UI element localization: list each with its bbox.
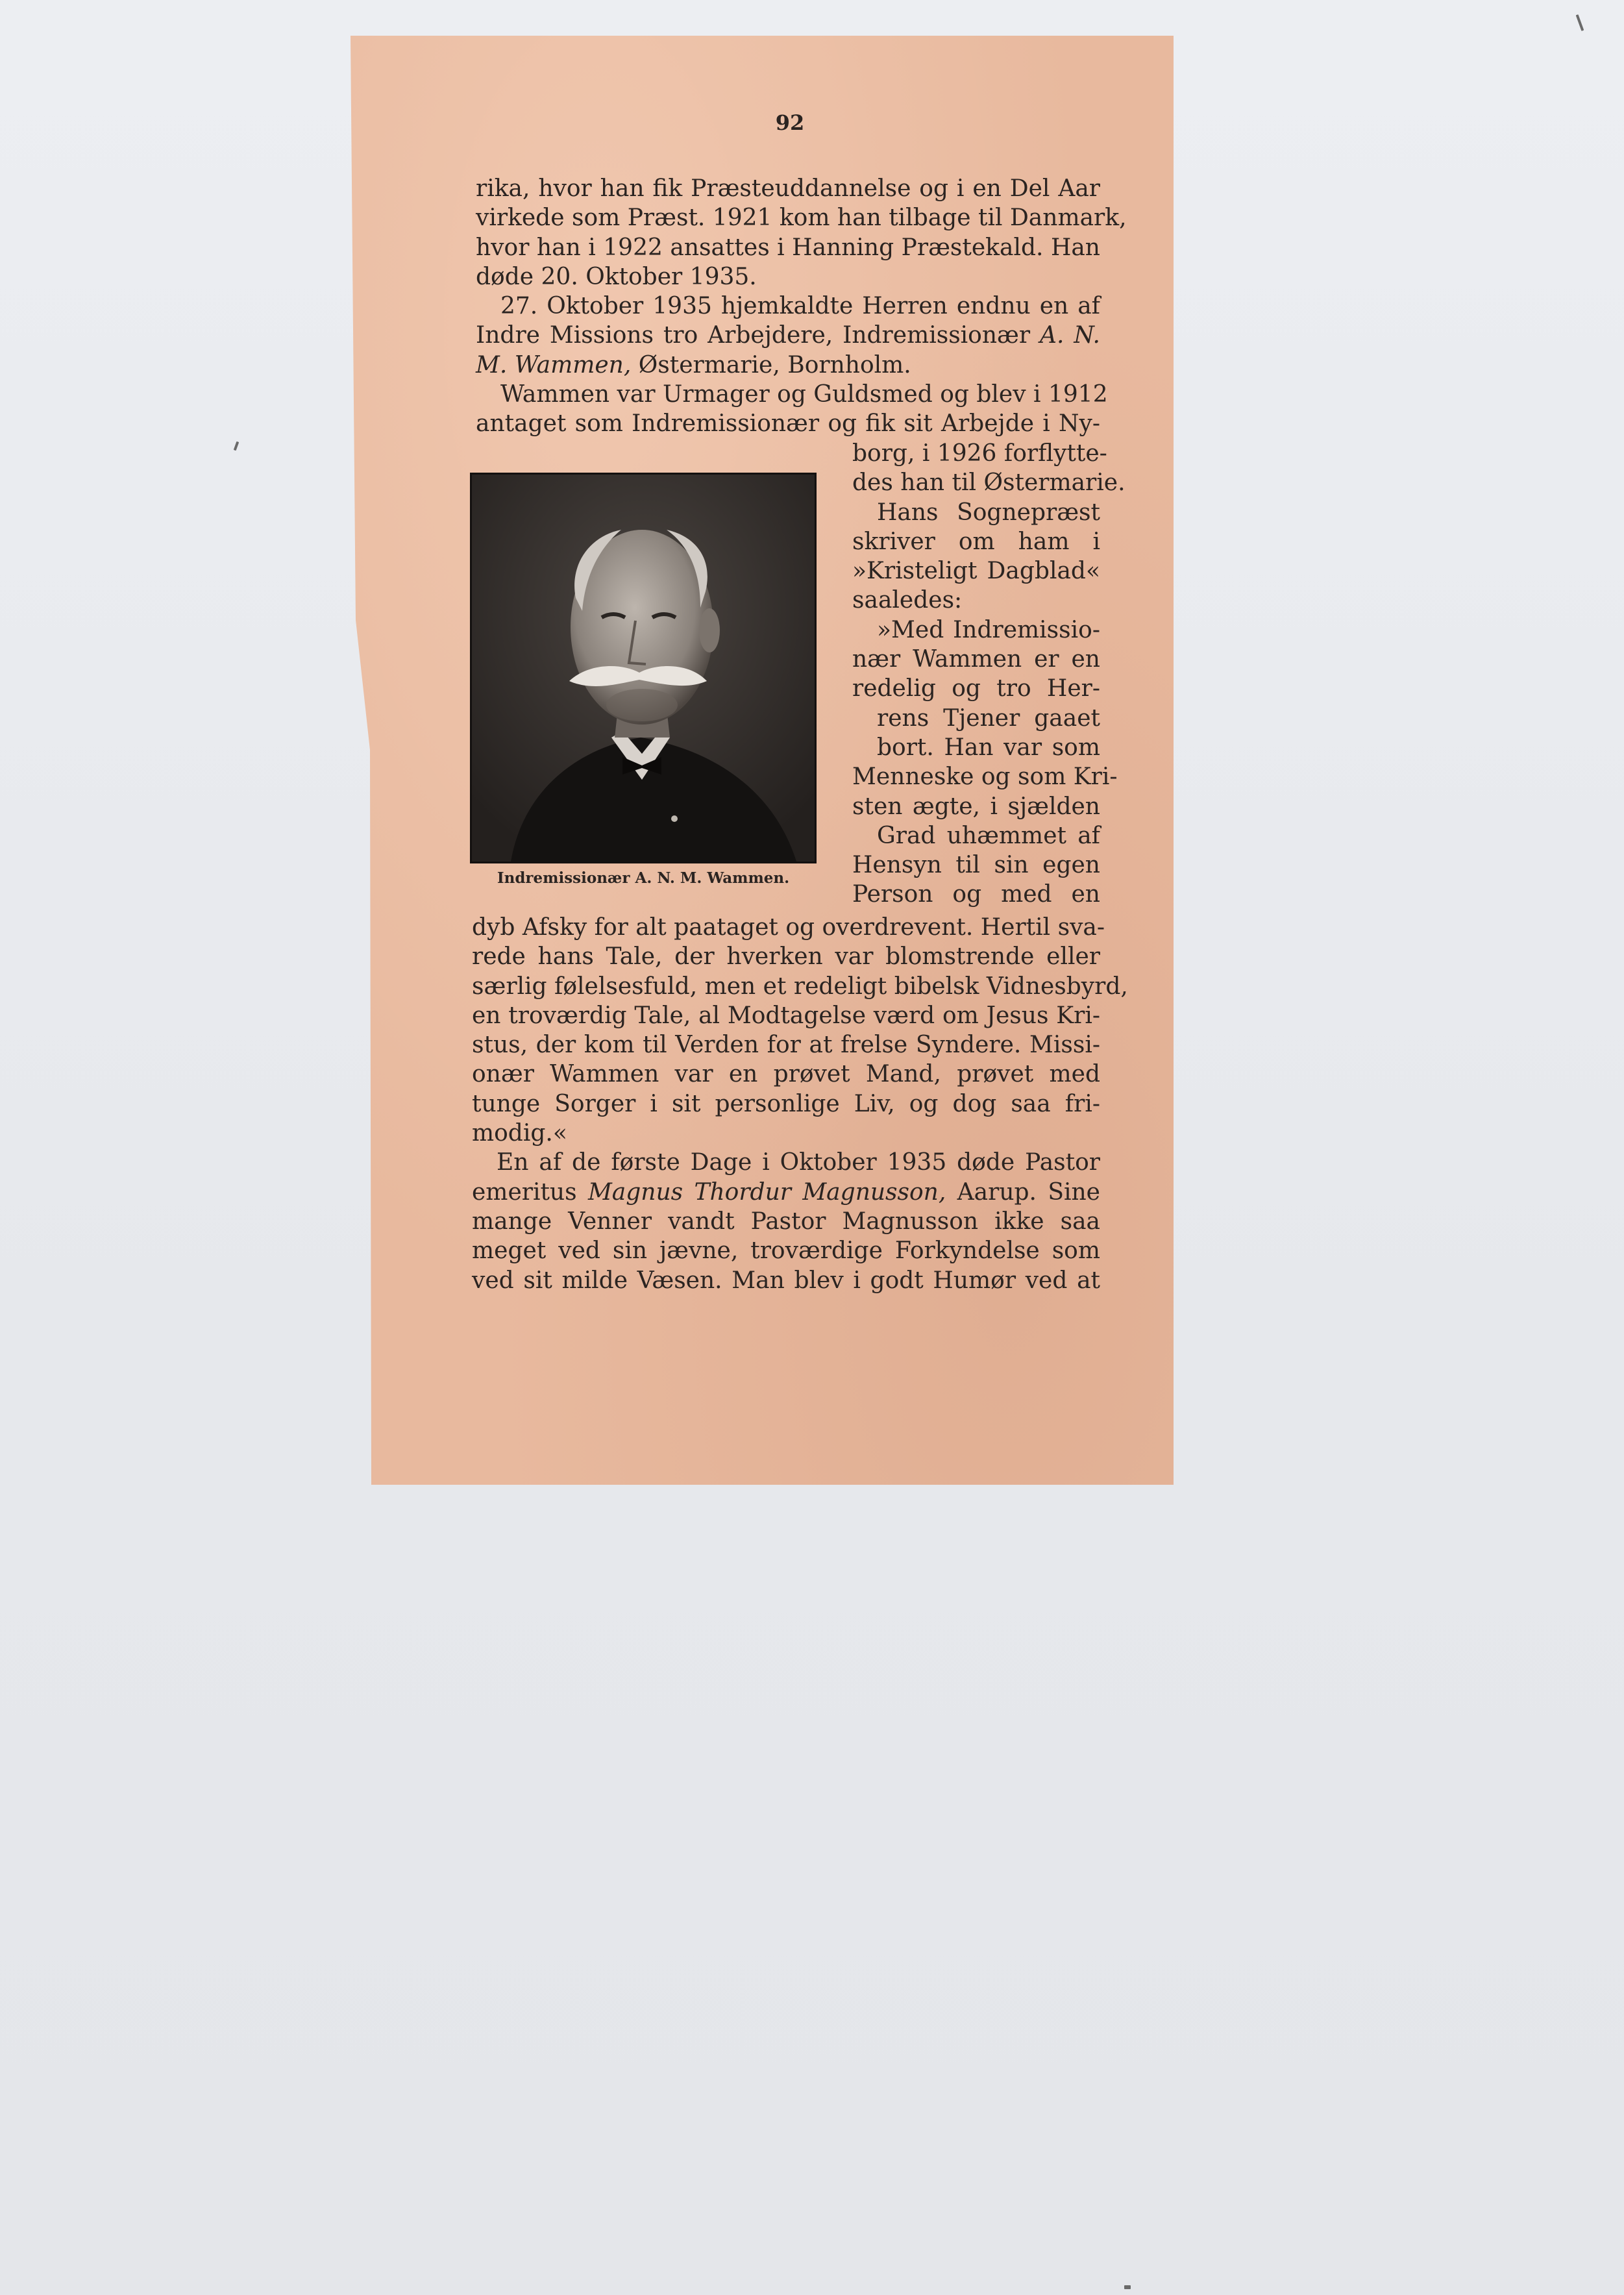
text-line: 27. Oktober 1935 hjemkaldte Herren endnu en af xyxy=(500,293,1100,320)
text-line: sten ægte, i sjælden xyxy=(852,793,1100,820)
side-text-column xyxy=(852,439,1126,910)
text-line: modig.« xyxy=(472,1120,567,1147)
text-line: borg, i 1926 forflytte- xyxy=(852,440,1107,467)
text-line: saaledes: xyxy=(852,587,963,614)
text-line: emeritus Magnus Thordur Magnusson, Aarup. Sine xyxy=(472,1178,1100,1206)
text-line: hvor han i 1922 ansattes i Hanning Præstekald. Han xyxy=(476,234,1100,261)
text-line: redelig og tro Her- xyxy=(852,675,1100,702)
text-line: onær Wammen var en prøvet Mand, prøvet med xyxy=(472,1061,1100,1088)
portrait-photo xyxy=(470,473,817,863)
text-line: stus, der kom til Verden for at frelse Syndere. Missi- xyxy=(472,1032,1100,1059)
text-line: M. Wammen, Østermarie, Bornholm. xyxy=(476,351,911,378)
text-line: Hans Sognepræst xyxy=(877,499,1100,526)
text-line: rika, hvor han fik Præsteuddannelse og i en Del Aar xyxy=(476,175,1100,202)
text-line: Indre Missions tro Arbejdere, Indremissionær A. N. xyxy=(476,322,1100,349)
text-line: »Kristeligt Dagblad« xyxy=(852,558,1100,585)
text-line: Hensyn til sin egen xyxy=(852,852,1100,879)
page-number: 92 xyxy=(775,110,805,135)
text-line: døde 20. Oktober 1935. xyxy=(476,263,757,290)
text-line: En af de første Dage i Oktober 1935 døde Pastor xyxy=(497,1149,1100,1176)
text-line: Grad uhæmmet af xyxy=(877,822,1100,849)
text-line: tunge Sorger i sit personlige Liv, og dog saa fri- xyxy=(472,1090,1100,1117)
text-line: »Med Indremissio- xyxy=(877,616,1100,643)
text-line: meget ved sin jævne, troværdige Forkyndelse som xyxy=(472,1237,1100,1265)
bottom-text-block xyxy=(472,913,1128,1295)
scan-speck xyxy=(1124,2285,1131,2289)
text-line: virkede som Præst. 1921 kom han tilbage til Danmark, xyxy=(476,205,1127,232)
text-line: Person og med en xyxy=(852,881,1100,908)
text-line: særlig følelsesfuld, men et redeligt bibelsk Vidnesbyrd, xyxy=(472,973,1128,1000)
text-line: skriver om ham i xyxy=(852,528,1100,555)
text-line: dyb Afsky for alt paataget og overdrevent. Hertil sva- xyxy=(472,914,1105,941)
text-line: mange Venner vandt Pastor Magnusson ikke saa xyxy=(472,1208,1100,1235)
text-line: Menneske og som Kri- xyxy=(852,763,1118,791)
text-line: antaget som Indremissionær og fik sit Arbejde i Ny- xyxy=(476,410,1100,438)
text-line: des han til Østermarie. xyxy=(852,469,1126,497)
text-line: bort. Han var som xyxy=(877,734,1100,761)
text-line: ved sit milde Væsen. Man blev i godt Humør ved at xyxy=(472,1267,1100,1294)
text-line: en troværdig Tale, al Modtagelse værd om Jesus Kri- xyxy=(472,1002,1100,1029)
text-line: rens Tjener gaaet xyxy=(877,704,1100,732)
photo-caption: Indremissionær A. N. M. Wammen. xyxy=(497,869,790,887)
text-line: nær Wammen er en xyxy=(852,646,1100,673)
top-text-block xyxy=(476,174,1127,439)
text-line: rede hans Tale, der hverken var blomstrende eller xyxy=(472,943,1100,971)
portrait-photo-icon xyxy=(472,475,815,862)
text-line: Wammen var Urmager og Guldsmed og blev i 1912 xyxy=(500,381,1108,408)
